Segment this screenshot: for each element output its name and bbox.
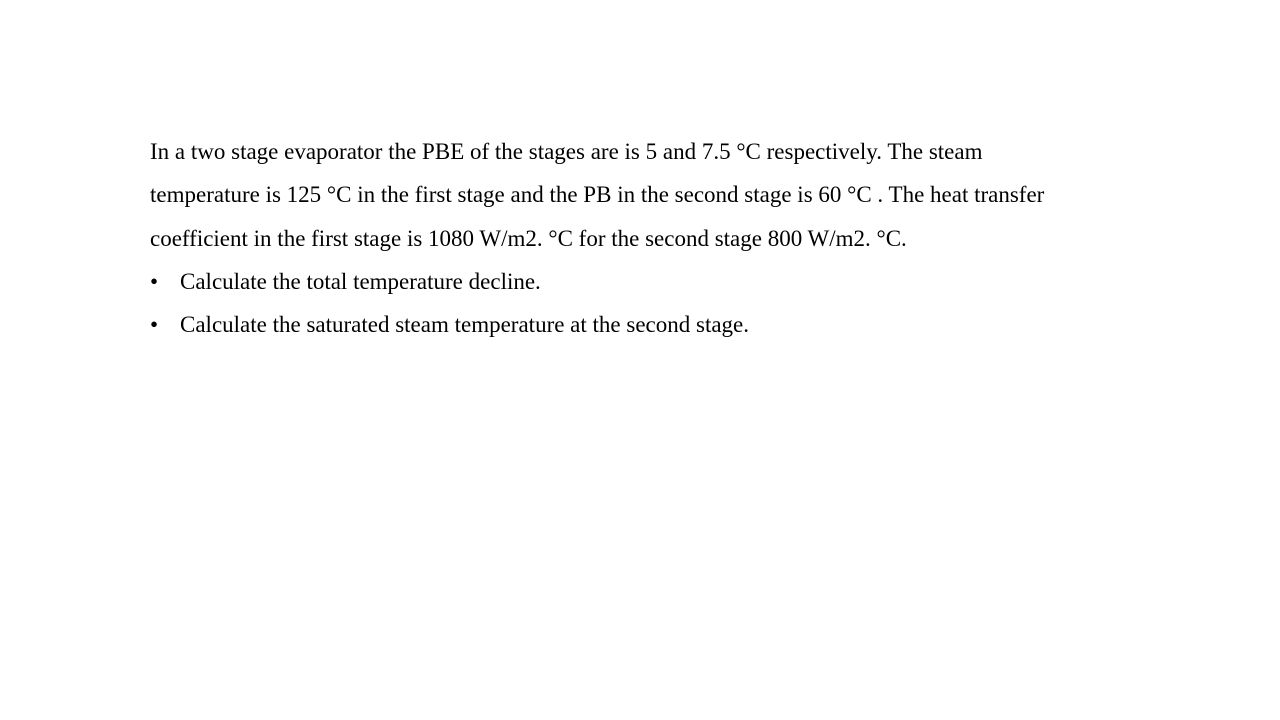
task-text-2: Calculate the saturated steam temperature at the second stage. (180, 312, 750, 338)
task-item (150, 260, 1110, 303)
bullet-icon: • (150, 312, 159, 338)
problem-line-2: temperature is 125 °C in the first stage and the PB in the second stage is 60 °C . The heat transfer (150, 182, 1045, 208)
task-text-1: Calculate the total temperature decline. (180, 268, 541, 294)
problem-text (150, 130, 1110, 346)
problem-line-3: coefficient in the first stage is 1080 W/m2. °C for the second stage 800 W/m2. °C. (150, 225, 907, 251)
problem-line-1: In a two stage evaporator the PBE of the stages are is 5 and 7.5 °C respectively. The steam (150, 139, 983, 164)
bullet-icon: • (150, 268, 159, 294)
task-item (150, 303, 1110, 346)
task-list (150, 260, 1110, 347)
